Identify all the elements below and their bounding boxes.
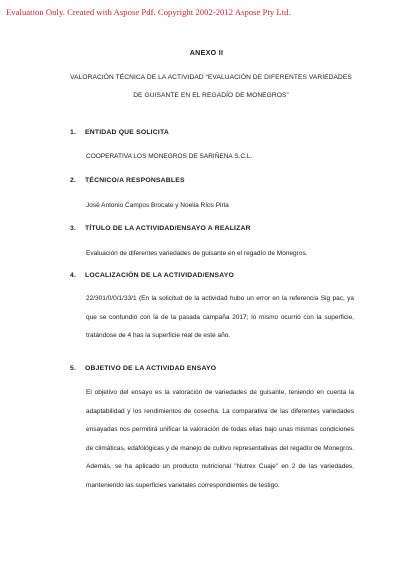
section-1-number: 1. [70,129,77,136]
section-4-number: 4. [70,272,77,279]
section-3-heading [70,225,251,232]
section-1-title: ENTIDAD QUE SOLICITA [85,129,169,136]
section-3-number: 3. [70,225,77,232]
section-4-title: LOCALIZACIÓN DE LA ACTIVIDAD/ENSAYO [85,272,234,279]
section-1-heading [70,129,169,136]
title-line-1: VALORACIÓN TÉCNICA DE LA ACTIVIDAD “EVALUACIÓN DE DIFERENTES VARIEDADES [70,74,352,81]
document-title [56,69,366,105]
section-4-heading [70,272,234,279]
section-3-body: Evaluación de diferentes variedades de guisante en el regadío de Monegros. [86,250,308,257]
section-1-body: COOPERATIVA LOS MONEGROS DE SARIÑENA S.C.L. [86,153,253,160]
section-4-body: 22/301/0/0/1/33/1 (En la solicitud de la actividad hubo un error en la referencia Sig pac, ya que se confundió con la de la pasada campaña 2017; lo mismo ocurrió con la superficie, tratándose de 4 has la superficie real de este año. [86,295,354,339]
title-line-2: DE GUISANTE EN EL REGADÍO DE MONEGROS” [133,92,289,99]
section-2-heading [70,177,185,184]
section-5-title: OBJETIVO DE LA ACTIVIDAD ENSAYO [85,365,217,372]
watermark-text: Evaluation Only. Created with Aspose Pdf. Copyright 2002-2012 Aspose Pty Ltd. [6,7,291,17]
section-3-title: TÍTULO DE LA ACTIVIDAD/ENSAYO A REALIZAR [85,225,251,232]
section-2-title: TÉCNICO/A RESPONSABLES [85,177,185,184]
section-2-body: José Antonio Campos Brocate y Noelia Ríos Pirla [86,202,229,209]
section-2-number: 2. [70,177,77,184]
annex-heading: ANEXO II [189,49,224,57]
section-5-body: El objetivo del ensayo es la valoración de variedades de guisante, teniendo en cuenta la adaptabilidad y los rendimientos de cosecha. La comparativa de las diferentes variedades ensayadas nos permitirá unificar la valoración de todas ellas bajo unas mismas condiciones de climáticas, edafológicas y de manejo de cultivo representativas del regadío de Monegros. Además, se ha aplicado un producto nutricional "Nutrex Cuaje" en 2 de las variedades, manteniendo las superficies varietales correspondientes de testigo. [86,389,354,489]
section-5-number: 5. [70,365,77,372]
section-5-heading [70,365,216,372]
